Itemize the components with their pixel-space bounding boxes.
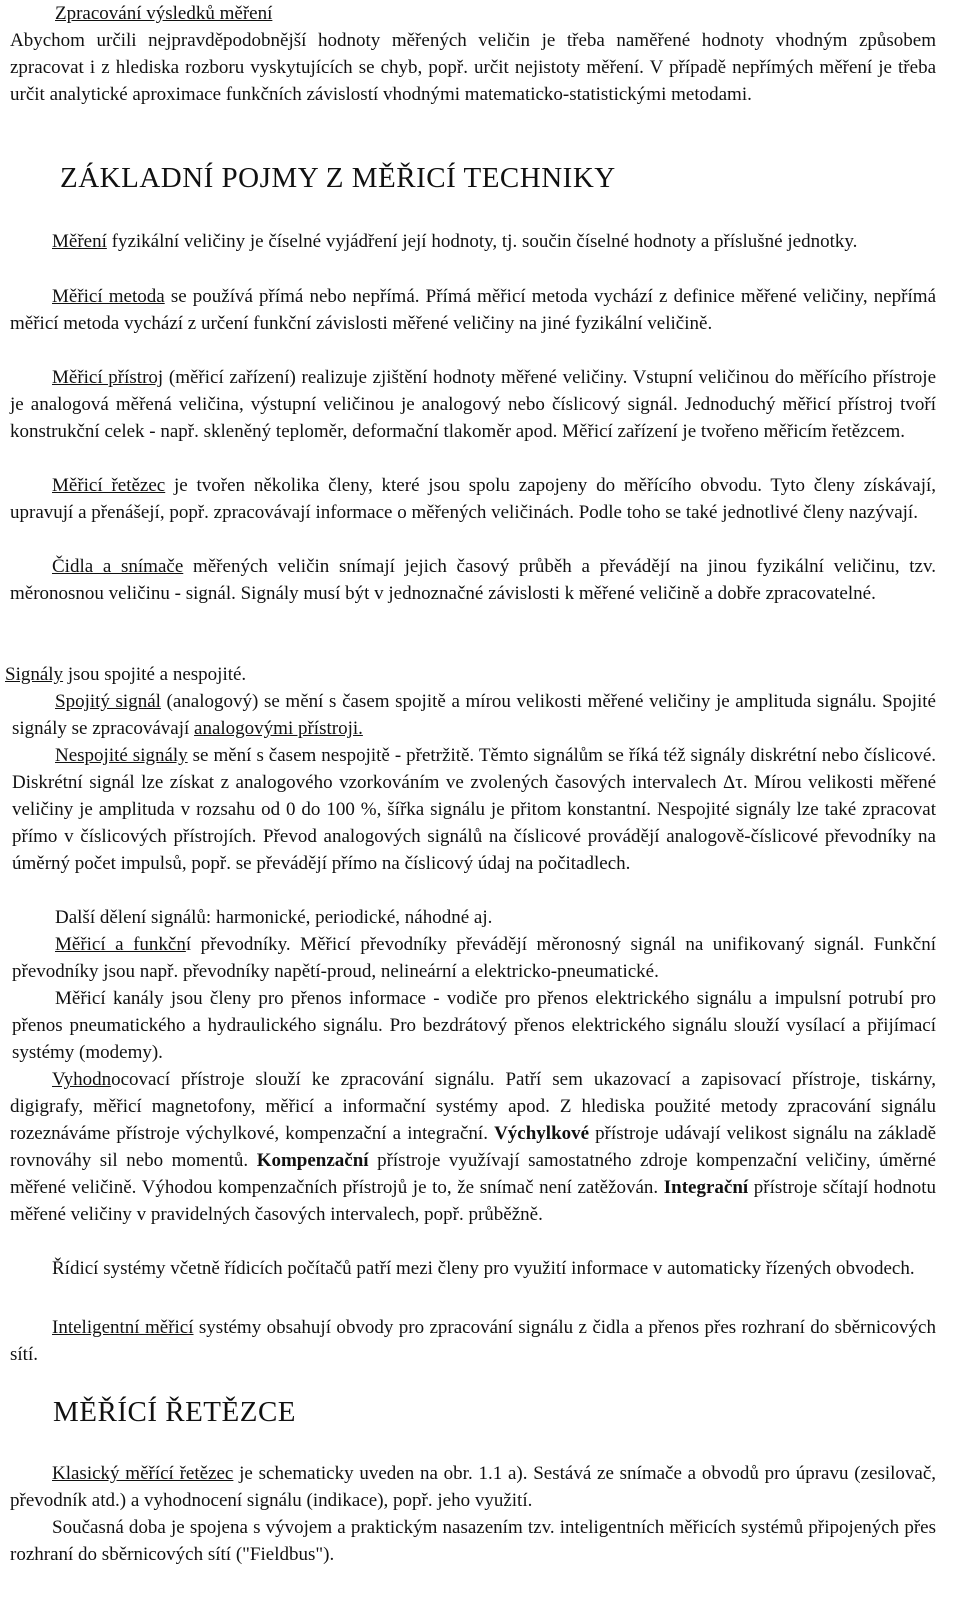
paragraph-signaly: Signály jsou spojité a nespojité. (5, 664, 247, 685)
section-title-basic-terms: ZÁKLADNÍ POJMY Z MĚŘICÍ TECHNIKY (60, 162, 616, 194)
paragraph-merici-pristroj: Měřicí přístroj (měřicí zařízení) realizuje zjištění hodnoty měřené veličiny. Vstupní veličinou do měřícího přístroje je analogová měřená veličina, výstupní veličinou je analogový nebo číslicový signál. Jednoduchý měřicí přístroj tvoří konstrukční celek - např. skleněný teploměr, deformační tlakoměr apod. Měřicí zařízení je tvořeno měřicím řetězcem. (10, 367, 937, 442)
paragraph-mereni: Měření fyzikální veličiny je číselné vyjádření její hodnoty, tj. součin číselné hodnoty a příslušné jednotky. (52, 231, 858, 252)
paragraph-soucasna-doba: Současná doba je spojena s vývojem a praktickým nasazením tzv. inteligentních měřicích systémů připojených přes rozhraní do sběrnicových sítí ("Fieldbus"). (10, 1517, 936, 1565)
paragraph-ridici-systemy: Řídicí systémy včetně řídicích počítačů patří mezi členy pro využití informace v automaticky řízených obvodech. (52, 1258, 915, 1279)
intro-paragraph: Abychom určili nejpravděpodobnější hodnoty měřených veličin je třeba naměřené hodnoty vhodným způsobem zpracovat i z hlediska rozboru vyskytujících se chyb, popř. určit nejistoty měření. V případě nepřímých měření je třeba určit analytické aproximace funkčních závislostí vhodnými matematicko-statistickými metodami. (10, 30, 936, 105)
paragraph-spojity-signal: Spojitý signál (analogový) se mění s časem spojitě a mírou velikosti měřené veličiny je amplituda signálu. Spojité signály se zpracovávají analogovými přístroji. (12, 691, 936, 739)
paragraph-merici-metoda: Měřicí metoda se používá přímá nebo nepřímá. Přímá měřicí metoda vychází z definice měřené veličiny, nepřímá měřicí metoda vychází z určení funkční závislosti měřené veličiny na jiné fyzikální veličině. (10, 286, 936, 334)
paragraph-merici-retezec: Měřicí řetězec je tvořen několika členy, které jsou spolu zapojeny do měřícího obvodu. Tyto členy získávají, upravují a přenášejí, popř. zpracovávají informace o měřených veličinách. Podle toho se také jednotlivé členy nazývají. (10, 475, 936, 523)
paragraph-dalsi-deleni: Další dělení signálů: harmonické, periodické, náhodné aj. (55, 907, 493, 928)
paragraph-nespojite-signaly: Nespojité signály se mění s časem nespojitě - přetržitě. Těmto signálům se říká též signály diskrétní nebo číslicové. Diskrétní signál lze získat z analogového vzorkováním ve zvolených časových intervalech Δτ. Mírou velikosti měřené veličiny je amplituda v rozsahu od 0 do 100 %, šířka signálu je přitom konstantní. Nespojité signály lze také zpracovat přímo v číslicových přístrojích. Převod analogových signálů na číslicové provádějí analogově-číslicové převodníky na úměrný počet impulsů, popř. se převádějí přímo na číslicový údaj na počitadlech. (12, 745, 936, 874)
paragraph-vyhodnocovaci: Vyhodnocovací přístroje slouží ke zpracování signálu. Patří sem ukazovací a zapisovací přístroje, tiskárny, digigrafy, měřicí magnetofony, měřicí a informační systémy apod. Z hlediska použité metody zpracování signálu rozeznáváme přístroje výchylkové, kompenzační a integrační. Výchylkové přístroje udávají velikost signálu na základě rovnováhy sil nebo momentů. Kompenzační přístroje využívají samostatného zdroje kompenzační veličiny, úměrné měřené veličině. Výhodou kompenzačních přístrojů je to, že snímač není zatěžován. Integrační přístroje sčítají hodnotu měřené veličiny v pravidelných časových intervalech, popř. průběžně. (10, 1069, 936, 1225)
paragraph-cidla: Čidla a snímače měřených veličin snímají jejich časový průběh a převádějí na jinou fyzikální veličinu, tzv. měronosnou veličinu - signál. Signály musí být v jednoznačné závislosti k měřené veličině a dobře zpracovatelné. (10, 556, 936, 604)
paragraph-prevodniky: Měřicí a funkční převodníky. Měřicí převodníky převádějí měronosný signál na unifikovaný signál. Funkční převodníky jsou např. převodníky napětí-proud, nelineární a elektricko-pneumatické. (12, 934, 937, 982)
paragraph-klasicky-retezec: Klasický měřící řetězec je schematicky uveden na obr. 1.1 a). Sestává ze snímače a obvodů pro úpravu (zesilovač, převodník atd.) a vyhodnocení signálu (indikace), popř. jeho využití. (10, 1463, 937, 1511)
section-title-chains: MĚŘÍCÍ ŘETĚZCE (53, 1396, 297, 1428)
intro-heading: Zpracování výsledků měření (55, 3, 273, 24)
paragraph-merici-kanaly: Měřicí kanály jsou členy pro přenos informace - vodiče pro přenos elektrického signálu a impulsní potrubí pro přenos pneumatického a hydraulického signálu. Pro bezdrátový přenos elektrického signálu slouží vysílací a přijímací systémy (modemy). (12, 988, 936, 1063)
paragraph-inteligentni: Inteligentní měřicí systémy obsahují obvody pro zpracování signálu z čidla a přenos přes rozhraní do sběrnicových sítí. (10, 1317, 936, 1365)
